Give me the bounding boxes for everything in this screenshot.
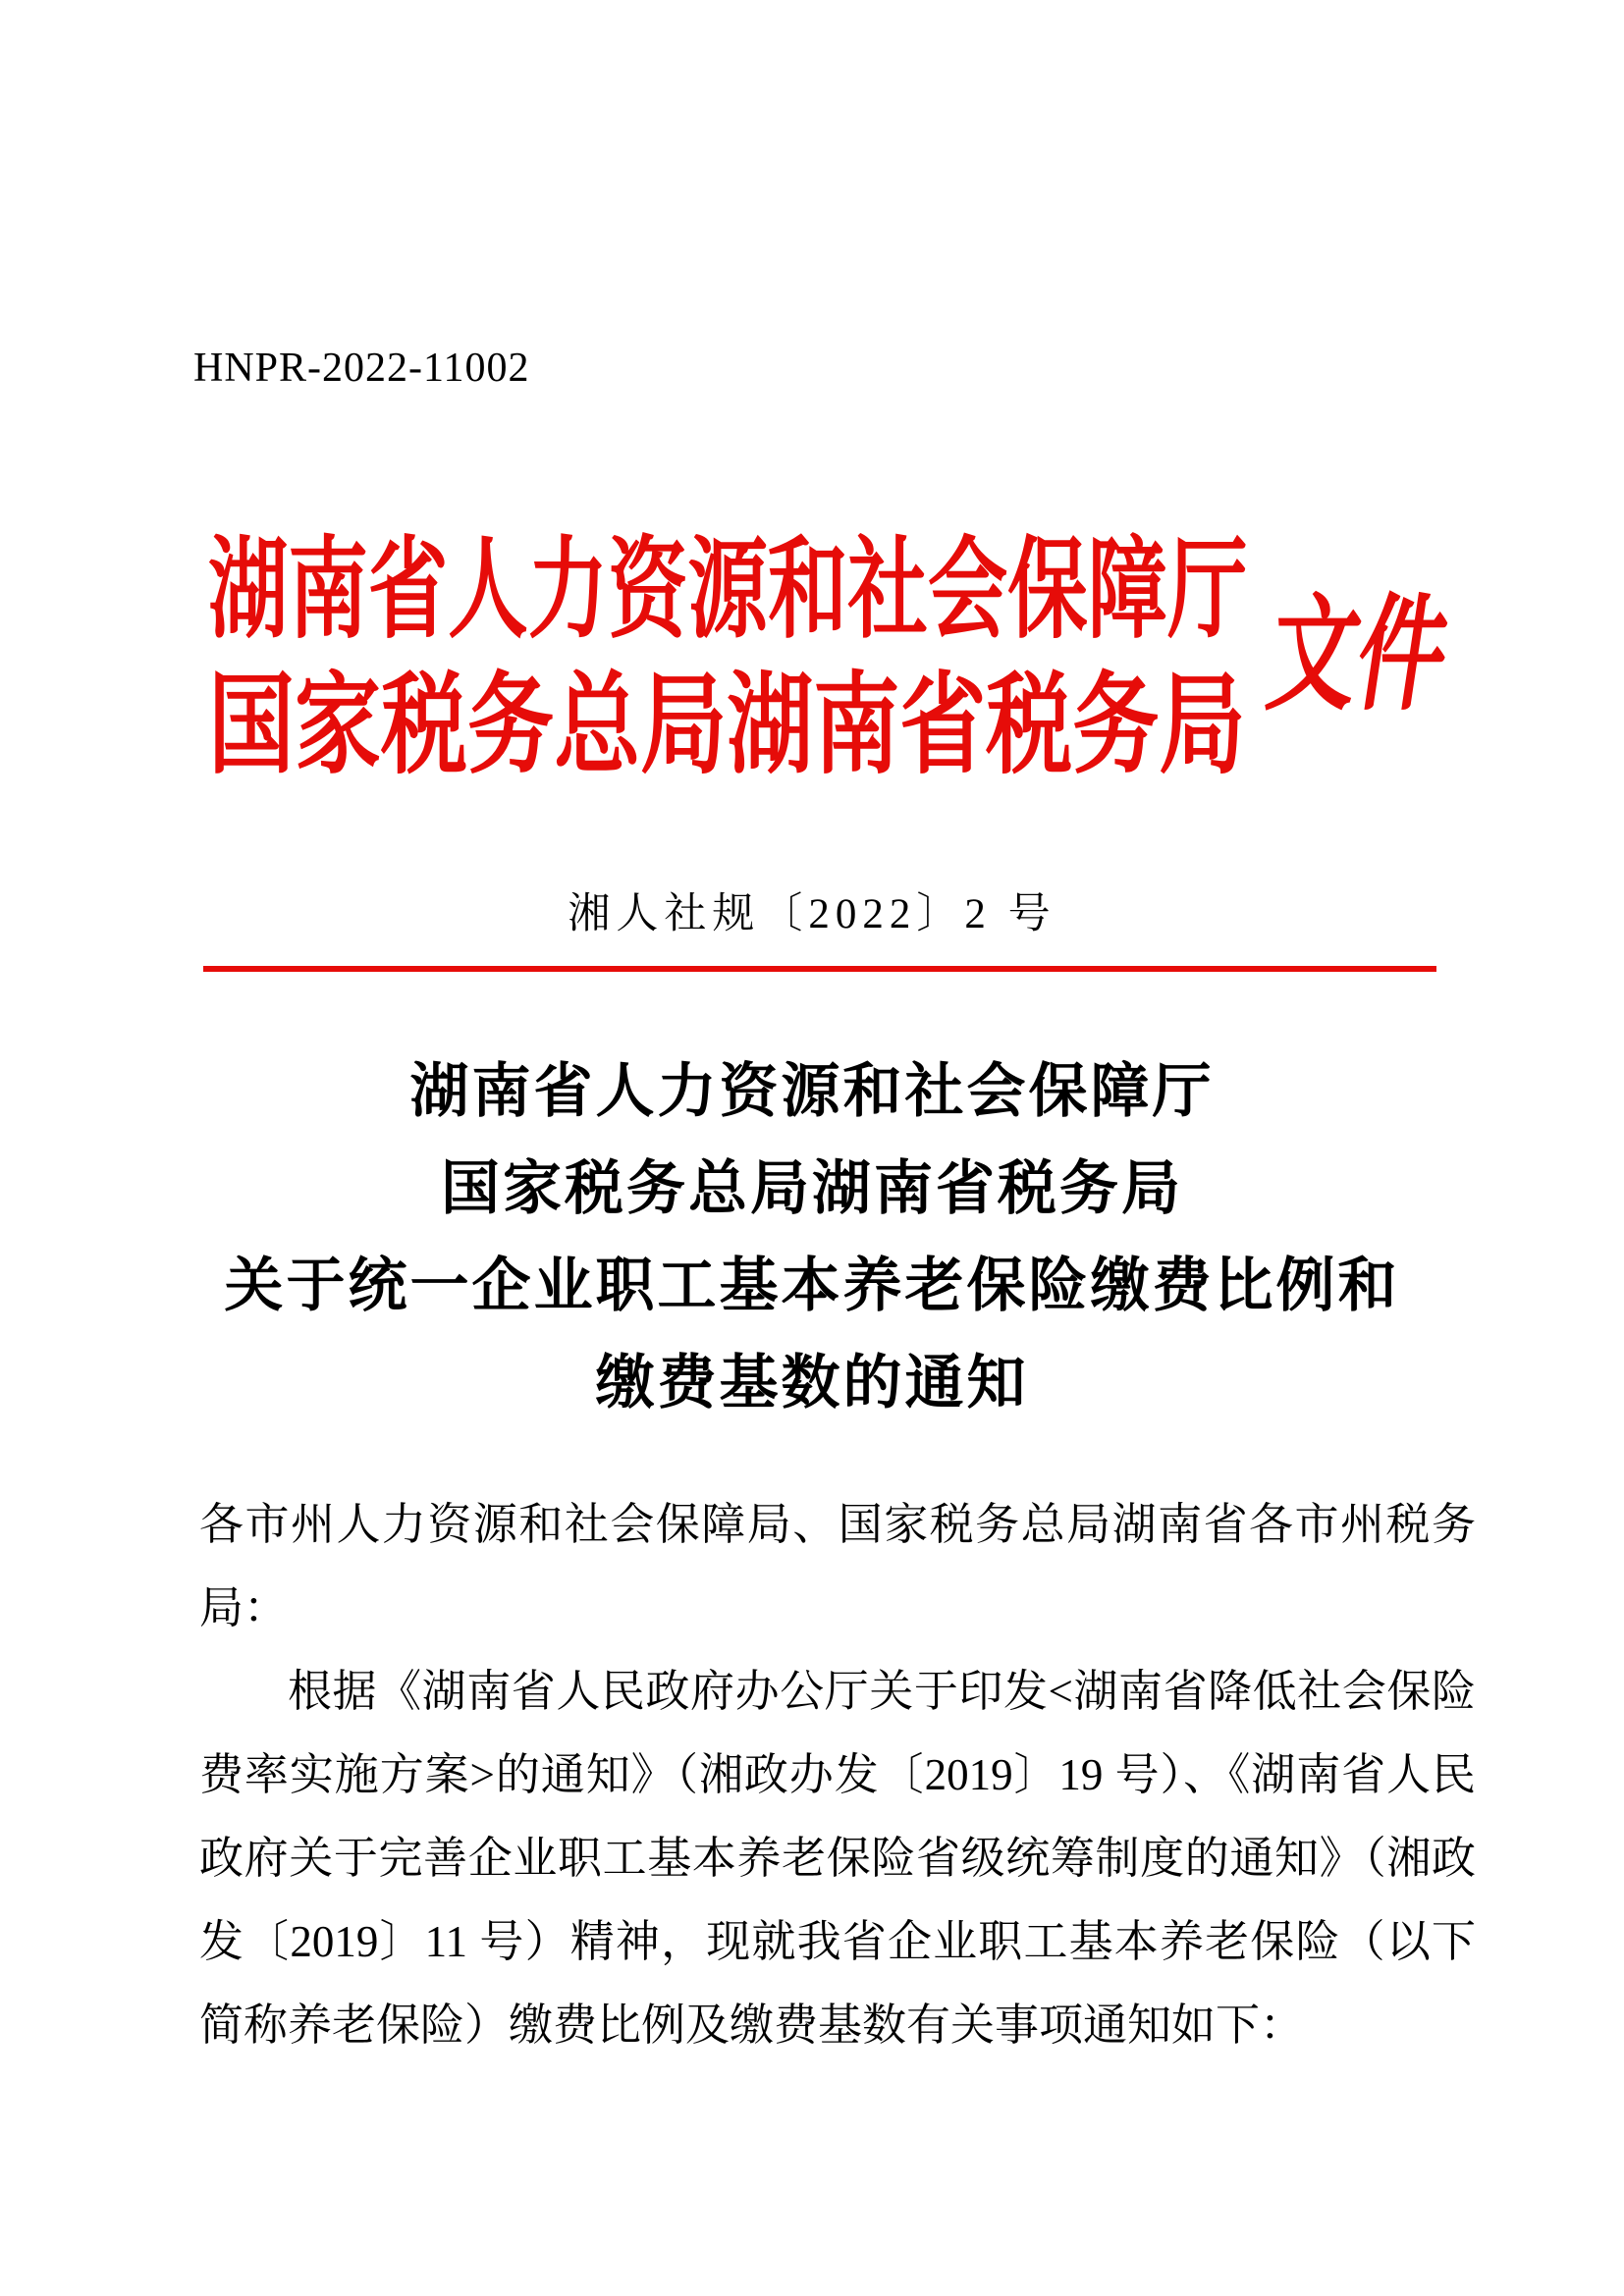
- body-line-paragraph-1: 根据《湖南省人民政府办公厅关于印发<湖南省降低社会保险: [288, 1667, 1476, 1716]
- issue-number: 湘人社规〔2022〕2 号: [568, 891, 1056, 937]
- issuer-name-line-1: 湖南省人力资源和社会保障厅: [208, 530, 1248, 652]
- document-word-mark: 文件: [1260, 586, 1457, 725]
- issuer-name-line-2: 国家税务总局湖南省税务局: [208, 666, 1246, 787]
- body-line-addressees: 各市州人力资源和社会保障局、国家税务总局湖南省各市州税务: [199, 1500, 1476, 1549]
- document-body: [199, 1483, 1476, 2067]
- archival-doc-code: HNPR-2022-11002: [193, 346, 530, 391]
- title-line-3: 关于统一企业职工基本养老保险缴费比例和: [224, 1254, 1400, 1318]
- title-line-4: 缴费基数的通知: [595, 1351, 1029, 1415]
- title-line-2: 国家税务总局湖南省税务局: [441, 1156, 1183, 1221]
- body-line-paragraph-3: 政府关于完善企业职工基本养老保险省级统筹制度的通知》（湘政: [199, 1834, 1476, 1883]
- title-line-1: 湖南省人力资源和社会保障厅: [409, 1059, 1215, 1124]
- body-line-paragraph-4: 发〔2019〕11 号）精神，现就我省企业职工基本养老保险（以下: [199, 1917, 1476, 1966]
- red-divider-line: [203, 966, 1436, 972]
- body-line-addressees-end: 局：: [199, 1583, 289, 1632]
- body-line-paragraph-2: 费率实施方案>的通知》（湘政办发〔2019〕19 号）、《湖南省人民: [199, 1750, 1476, 1799]
- document-title: [0, 1043, 1624, 1432]
- body-line-paragraph-5: 简称养老保险）缴费比例及缴费基数有关事项通知如下：: [199, 2001, 1305, 2050]
